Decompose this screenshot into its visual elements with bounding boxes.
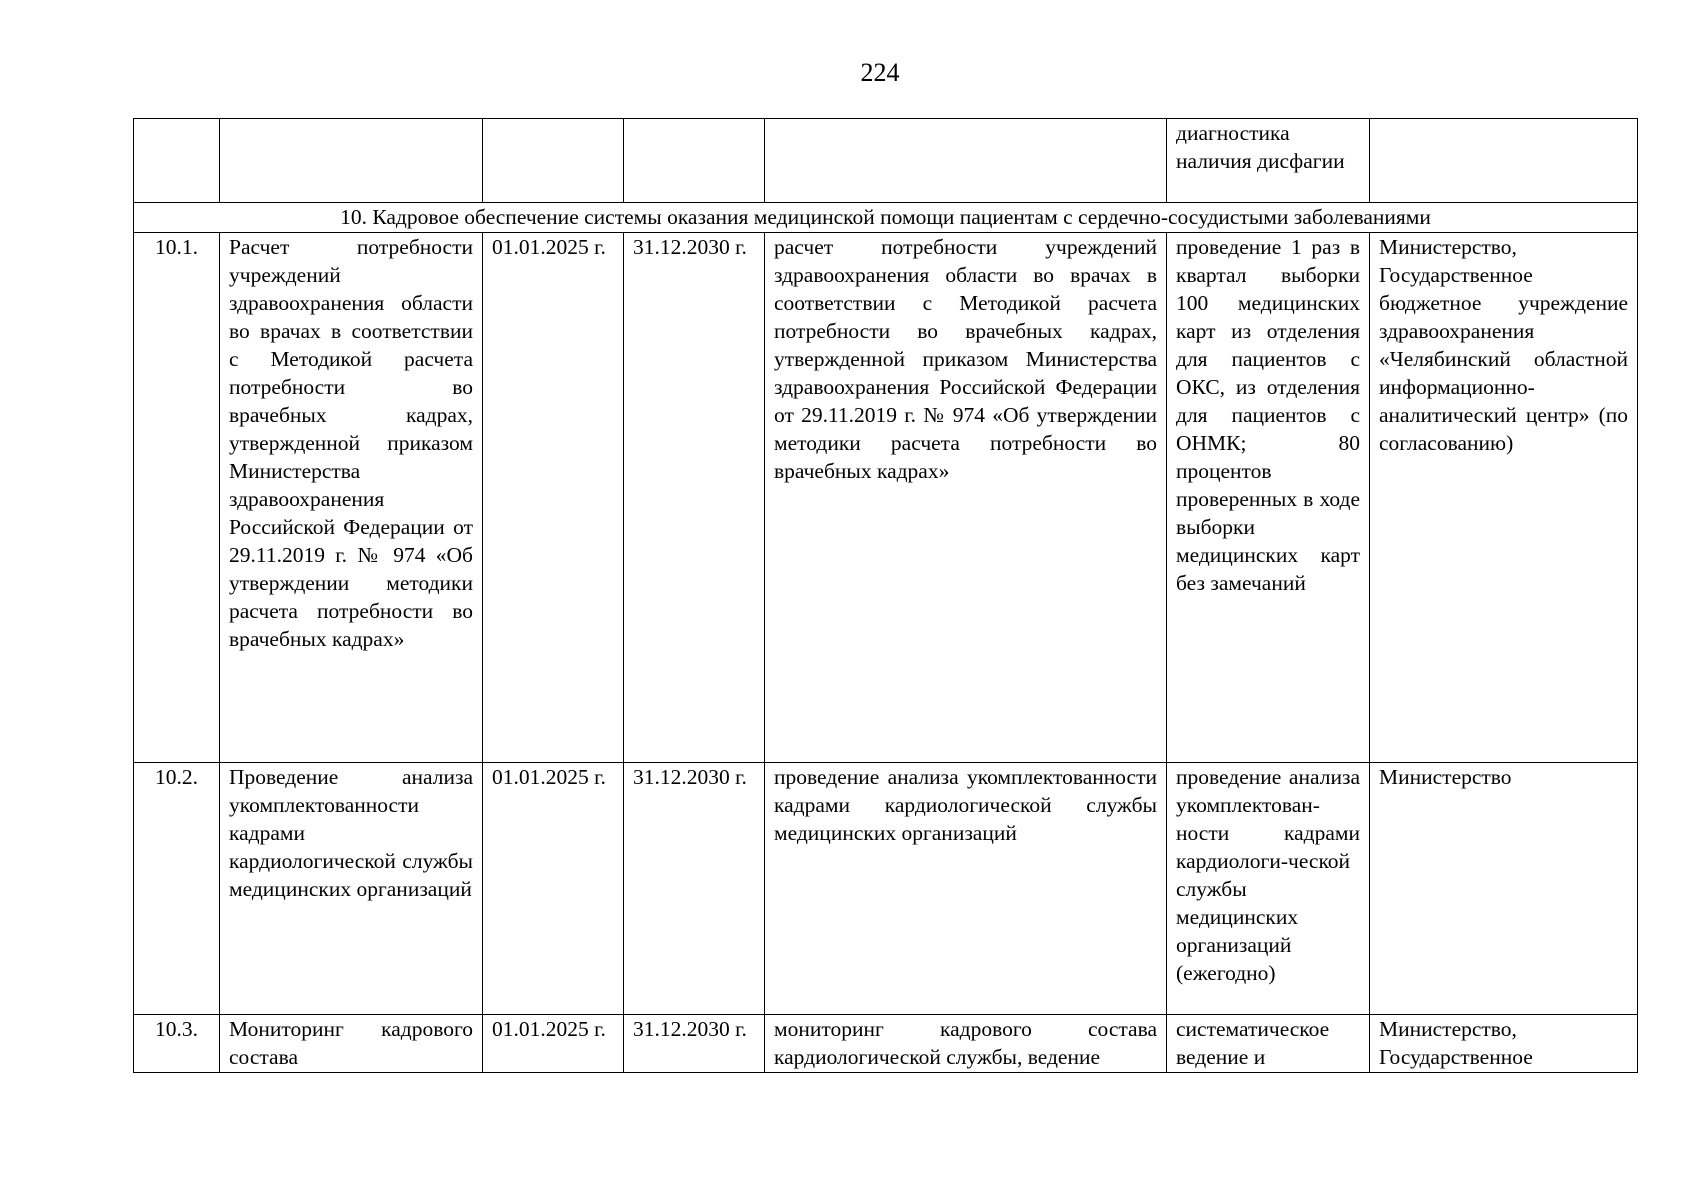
activity-name: Мониторинг кадрового состава — [220, 1015, 483, 1073]
continuation-row — [134, 119, 1638, 203]
responsible-executor: Министерство — [1370, 763, 1638, 1015]
end-date: 31.12.2030 г. — [624, 1015, 765, 1073]
row-number: 10.2. — [134, 763, 220, 1015]
cell-num — [134, 119, 220, 203]
control-indicator: проведение анализа укомплектован-ности кадрами кардиологи-ческой службы медицинских организаций (ежегодно) — [1167, 763, 1370, 1015]
activity-name: Проведение анализа укомплектованности кадрами кардиологической службы медицинских организаций — [220, 763, 483, 1015]
row-number: 10.1. — [134, 233, 220, 763]
end-date: 31.12.2030 г. — [624, 763, 765, 1015]
end-date: 31.12.2030 г. — [624, 233, 765, 763]
expected-result: проведение анализа укомплектованности кадрами кардиологической службы медицинских организаций — [765, 763, 1167, 1015]
control-indicator: проведение 1 раз в квартал выборки 100 медицинских карт из отделения для пациентов с ОКС, из отделения для пациентов с ОНМК; 80 процентов проверенных в ходе выборки медицинских карт без замечаний — [1167, 233, 1370, 763]
cell-executor — [1370, 119, 1638, 203]
table-row — [134, 763, 1638, 1015]
expected-result: расчет потребности учреждений здравоохранения области во врачах в соответствии с Методикой расчета потребности во врачебных кадрах, утвержденной приказом Министерства здравоохранения Российской Федерации от 29.11.2019 г. № 974 «Об утверждении методики расчета потребности во врачебных кадрах» — [765, 233, 1167, 763]
cell-name — [220, 119, 483, 203]
responsible-executor: Министерство, Государственное — [1370, 1015, 1638, 1073]
responsible-executor: Министерство, Государственное бюджетное учреждение здравоохранения «Челябинский областной информационно-аналитический центр» (по согласованию) — [1370, 233, 1638, 763]
row-number: 10.3. — [134, 1015, 220, 1073]
section-title: 10. Кадровое обеспечение системы оказания медицинской помощи пациентам с сердечно-сосудистыми заболеваниями — [134, 203, 1638, 233]
cell-result — [765, 119, 1167, 203]
activity-plan-table — [133, 118, 1638, 1073]
cell-end — [624, 119, 765, 203]
cell-start — [483, 119, 624, 203]
section-row — [134, 203, 1638, 233]
cell-indicator: диагностика наличия дисфагии — [1167, 119, 1370, 203]
table-row — [134, 1015, 1638, 1073]
start-date: 01.01.2025 г. — [483, 763, 624, 1015]
page-number: 224 — [860, 58, 900, 87]
table-row — [134, 233, 1638, 763]
activity-name: Расчет потребности учреждений здравоохранения области во врачах в соответствии с Методикой расчета потребности во врачебных кадрах, утвержденной приказом Министерства здравоохранения Российской Федерации от 29.11.2019 г. № 974 «Об утверждении методики расчета потребности во врачебных кадрах» — [220, 233, 483, 763]
start-date: 01.01.2025 г. — [483, 1015, 624, 1073]
control-indicator: систематическое ведение и — [1167, 1015, 1370, 1073]
expected-result: мониторинг кадрового состава кардиологической службы, ведение — [765, 1015, 1167, 1073]
start-date: 01.01.2025 г. — [483, 233, 624, 763]
